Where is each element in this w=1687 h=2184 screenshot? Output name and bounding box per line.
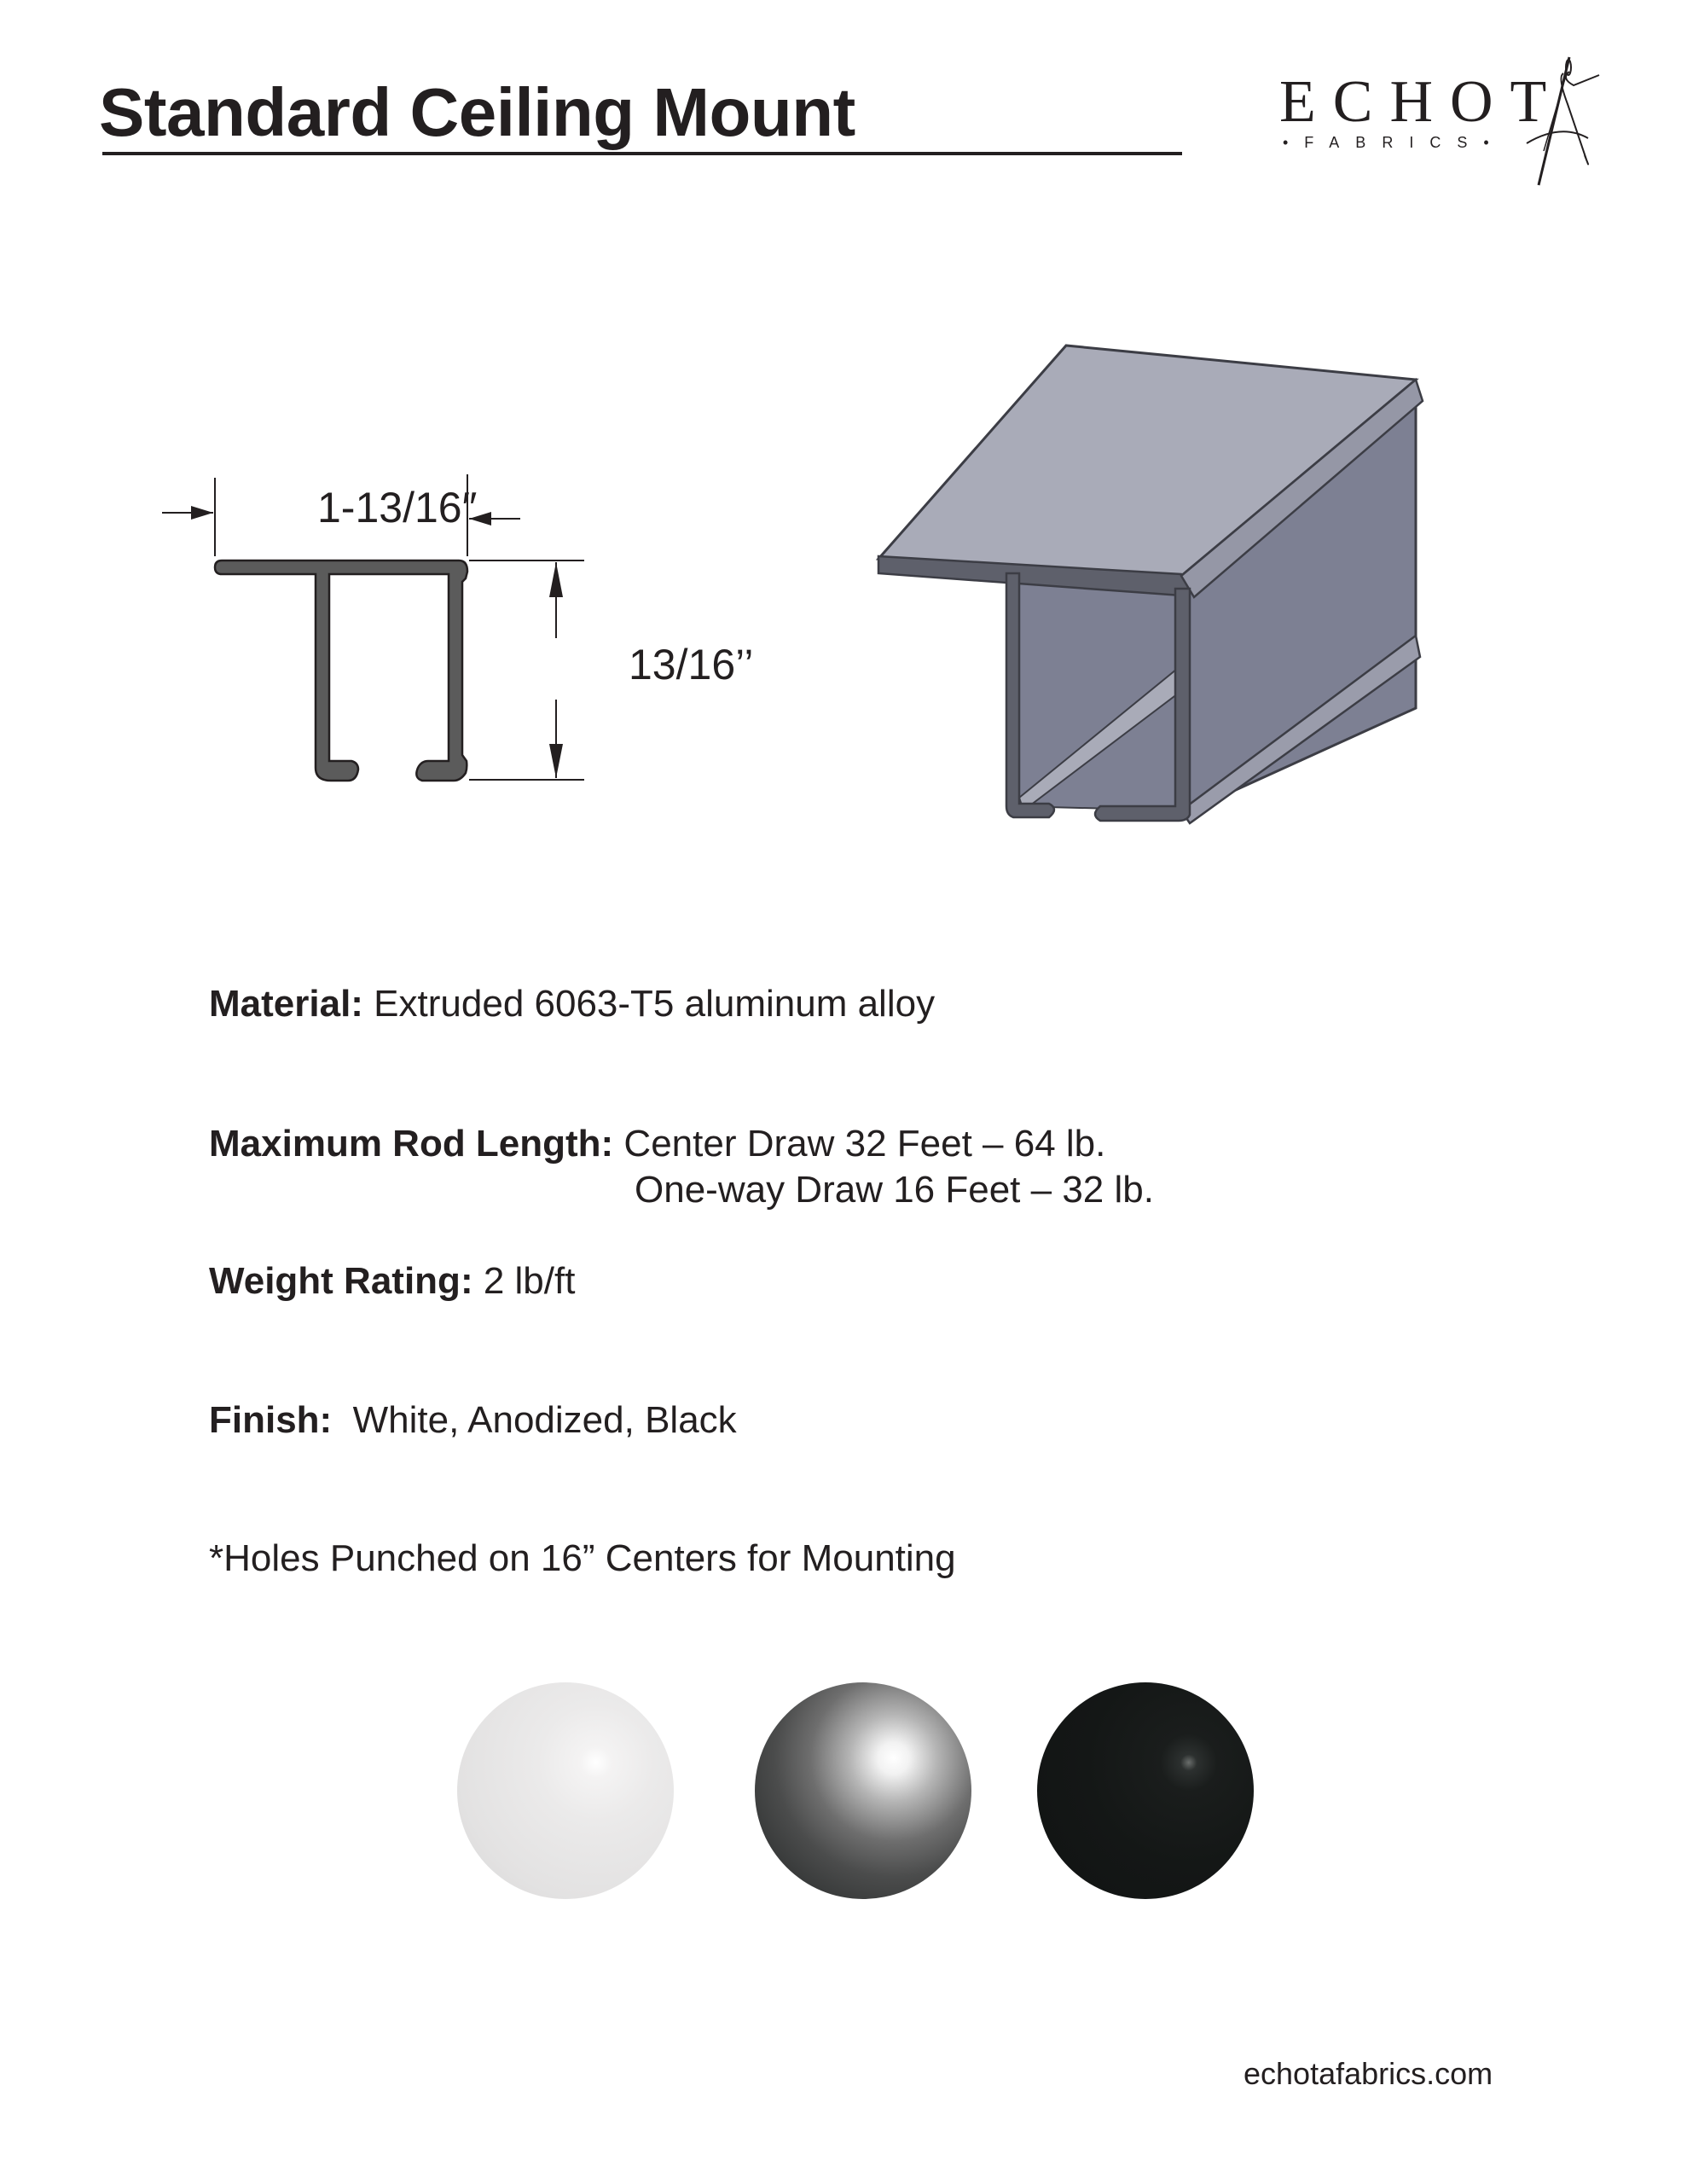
page-title: Standard Ceiling Mount bbox=[99, 74, 855, 150]
spec-label: Material: bbox=[209, 983, 363, 1025]
arrow-right-icon bbox=[191, 506, 213, 520]
spec-value: White, Anodized, Black bbox=[332, 1399, 737, 1441]
finish-swatch-anodized bbox=[755, 1682, 971, 1899]
arrow-up-icon bbox=[549, 562, 563, 597]
spec-value: Extruded 6063-T5 aluminum alloy bbox=[362, 983, 936, 1025]
spec-rod-length bbox=[209, 1123, 1105, 1165]
spec-label: Weight Rating: bbox=[209, 1260, 473, 1302]
website-url[interactable]: echotafabrics.com bbox=[1244, 2056, 1493, 2091]
logo-subtitle: •FABRICS• bbox=[1283, 134, 1505, 151]
spec-mounting-note: *Holes Punched on 16” Centers for Mounting bbox=[209, 1537, 956, 1579]
spec-finish bbox=[209, 1399, 737, 1442]
title-underline bbox=[102, 152, 1182, 155]
spec-material bbox=[209, 983, 935, 1025]
spec-label: Finish: bbox=[209, 1399, 333, 1441]
rail-cross-section bbox=[215, 561, 467, 781]
spec-weight-rating bbox=[209, 1260, 575, 1303]
finish-swatch-white bbox=[457, 1682, 674, 1899]
rail-3d-view bbox=[870, 333, 1450, 828]
spec-label: Maximum Rod Length: bbox=[209, 1123, 614, 1165]
spec-rod-length-2: One-way Draw 16 Feet – 32 lb. bbox=[635, 1169, 1154, 1211]
height-dimension-label: 13/16’’ bbox=[629, 641, 754, 688]
finish-swatch-black bbox=[1037, 1682, 1254, 1899]
arrow-down-icon bbox=[549, 744, 563, 778]
needle-and-thread-icon bbox=[1271, 53, 1603, 189]
spec-value: 2 lb/ft bbox=[472, 1260, 576, 1302]
width-dimension-label: 1-13/16″ bbox=[317, 484, 478, 531]
spec-value: Center Draw 32 Feet – 64 lb. bbox=[613, 1123, 1106, 1165]
logo-wordmark: ECHOT bbox=[1279, 69, 1564, 135]
echota-logo bbox=[1271, 53, 1603, 189]
